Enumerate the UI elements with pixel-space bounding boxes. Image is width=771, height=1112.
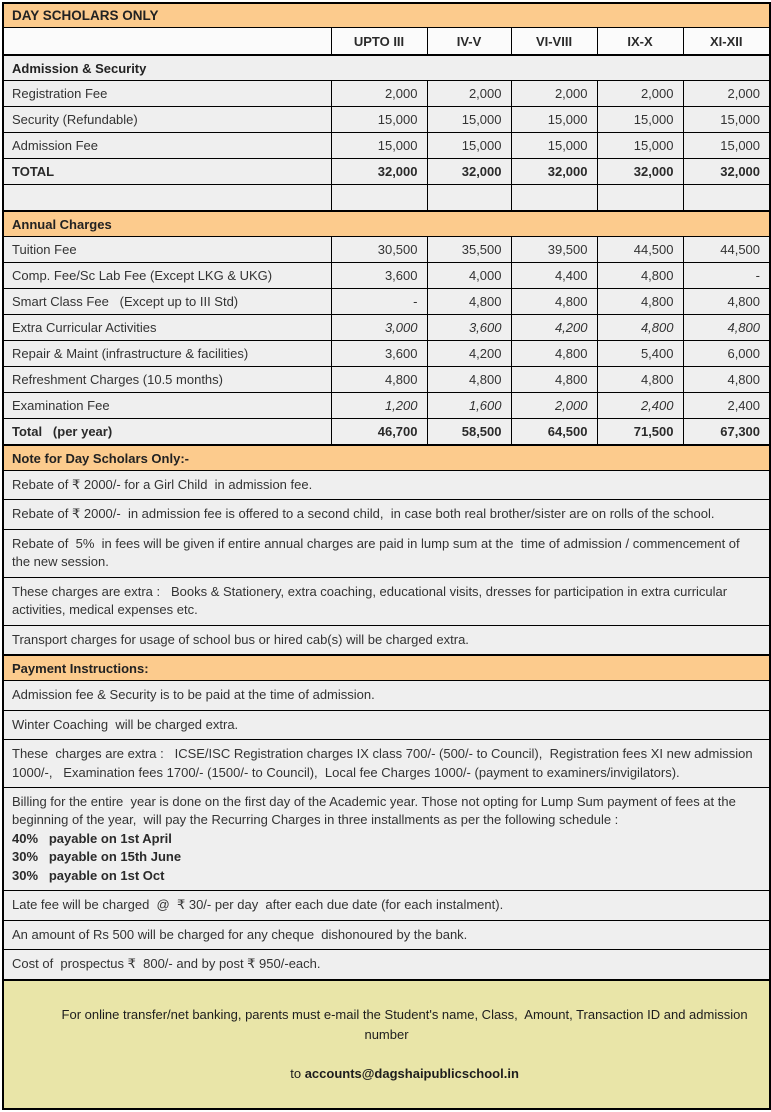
fee-value: 4,800 bbox=[683, 367, 770, 393]
table-row bbox=[3, 950, 770, 980]
fee-value: 15,000 bbox=[597, 133, 683, 159]
fee-value: 15,000 bbox=[511, 133, 597, 159]
table-row bbox=[3, 185, 770, 212]
fee-row-label: Refreshment Charges (10.5 months) bbox=[3, 367, 331, 393]
table-row bbox=[3, 367, 770, 393]
fee-value: 4,200 bbox=[427, 341, 511, 367]
fee-row-label: Total (per year) bbox=[3, 419, 331, 446]
table-row bbox=[3, 655, 770, 681]
table-row bbox=[3, 107, 770, 133]
table-row bbox=[3, 81, 770, 107]
table-row bbox=[3, 211, 770, 237]
fee-value: 32,000 bbox=[597, 159, 683, 185]
fee-value: 67,300 bbox=[683, 419, 770, 446]
online-transfer-note bbox=[3, 980, 770, 1109]
fee-row-label: Security (Refundable) bbox=[3, 107, 331, 133]
fee-value bbox=[511, 185, 597, 212]
notes-header: Note for Day Scholars Only:- bbox=[3, 445, 770, 471]
column-header-ix-x: IX-X bbox=[597, 28, 683, 56]
fee-value: 15,000 bbox=[331, 107, 427, 133]
table-row bbox=[3, 445, 770, 471]
column-header-iv-v: IV-V bbox=[427, 28, 511, 56]
footer-text-line1: For online transfer/net banking, parents must e-mail the Student's name, Class, Amount, Transaction ID and admission number bbox=[61, 1007, 752, 1042]
fee-value: 15,000 bbox=[331, 133, 427, 159]
fee-value: 15,000 bbox=[427, 133, 511, 159]
note-item: Transport charges for usage of school bus or hired cab(s) will be charged extra. bbox=[3, 625, 770, 655]
payment-item-text: Billing for the entire year is done on the first day of the Academic year. Those not opting for Lump Sum payment of fees at the beginning of the year, will pay the Recurring Charges in three installments as per the following schedule : bbox=[12, 793, 740, 828]
table-body-section bbox=[3, 55, 770, 980]
fee-value: 15,000 bbox=[683, 107, 770, 133]
table-row bbox=[3, 920, 770, 949]
fee-value: 4,800 bbox=[427, 367, 511, 393]
table-row bbox=[3, 787, 770, 890]
table-row bbox=[3, 577, 770, 625]
payment-item: Admission fee & Security is to be paid at the time of admission. bbox=[3, 681, 770, 710]
table-row bbox=[3, 159, 770, 185]
table-row bbox=[3, 625, 770, 655]
note-item: Rebate of 5% in fees will be given if entire annual charges are paid in lump sum at the time of admission / commencement of the new session. bbox=[3, 529, 770, 577]
fee-value: 3,600 bbox=[331, 341, 427, 367]
fee-value: 15,000 bbox=[427, 107, 511, 133]
installment-schedule-line: 30% payable on 15th June bbox=[12, 849, 182, 865]
fee-value: 2,400 bbox=[597, 393, 683, 419]
table-head-section bbox=[3, 3, 770, 55]
fee-value: 3,600 bbox=[427, 315, 511, 341]
fee-value: 35,500 bbox=[427, 237, 511, 263]
fee-value: 1,600 bbox=[427, 393, 511, 419]
payment-item: Late fee will be charged @ ₹ 30/- per day after each due date (for each instalment). bbox=[3, 891, 770, 920]
table-row bbox=[3, 289, 770, 315]
payment-item: Cost of prospectus ₹ 800/- and by post ₹ 950/-each. bbox=[3, 950, 770, 980]
fee-value: 4,800 bbox=[427, 289, 511, 315]
footer-text-line2-prefix: to bbox=[290, 1065, 305, 1081]
fee-value: 6,000 bbox=[683, 341, 770, 367]
fee-row-label: Registration Fee bbox=[3, 81, 331, 107]
column-header-row bbox=[3, 28, 770, 56]
fee-value: 15,000 bbox=[683, 133, 770, 159]
fee-value: 32,000 bbox=[331, 159, 427, 185]
fee-value: 4,800 bbox=[683, 289, 770, 315]
fee-value: 44,500 bbox=[683, 237, 770, 263]
note-item: Rebate of ₹ 2000/- for a Girl Child in admission fee. bbox=[3, 471, 770, 500]
note-item: Rebate of ₹ 2000/- in admission fee is offered to a second child, in case both real brother/sister are on rolls of the school. bbox=[3, 500, 770, 529]
table-row bbox=[3, 891, 770, 920]
table-row bbox=[3, 315, 770, 341]
fee-value: 4,200 bbox=[511, 315, 597, 341]
table-row bbox=[3, 740, 770, 788]
column-header-xi-xii: XI-XII bbox=[683, 28, 770, 56]
fee-value: 3,000 bbox=[331, 315, 427, 341]
fee-value: 39,500 bbox=[511, 237, 597, 263]
fee-value: 30,500 bbox=[331, 237, 427, 263]
fee-value: 4,800 bbox=[597, 367, 683, 393]
fee-value: 4,800 bbox=[683, 315, 770, 341]
table-row bbox=[3, 133, 770, 159]
column-header-upto-iii: UPTO III bbox=[331, 28, 427, 56]
fee-value: - bbox=[683, 263, 770, 289]
footer-row bbox=[3, 980, 770, 1109]
fee-value: 58,500 bbox=[427, 419, 511, 446]
sheet-title: DAY SCHOLARS ONLY bbox=[3, 3, 770, 28]
fee-value: 2,000 bbox=[683, 81, 770, 107]
fee-row-label: Comp. Fee/Sc Lab Fee (Except LKG & UKG) bbox=[3, 263, 331, 289]
fee-row-label: TOTAL bbox=[3, 159, 331, 185]
fee-value: 4,800 bbox=[597, 289, 683, 315]
fee-value: 15,000 bbox=[597, 107, 683, 133]
fee-row-label: Extra Curricular Activities bbox=[3, 315, 331, 341]
payment-item: These charges are extra : ICSE/ISC Registration charges IX class 700/- (500/- to Council), Registration fees XI new admission 1000/-, Examination fees 1700/- (1500/- to Council), Local fee Charges 1000/- (payment to examiners/invigilators). bbox=[3, 740, 770, 788]
fee-row-label: Repair & Maint (infrastructure & facilities) bbox=[3, 341, 331, 367]
fee-value: 44,500 bbox=[597, 237, 683, 263]
fee-value: 4,800 bbox=[597, 315, 683, 341]
table-row bbox=[3, 341, 770, 367]
fee-row-label bbox=[3, 185, 331, 212]
table-row bbox=[3, 710, 770, 739]
fee-value bbox=[427, 185, 511, 212]
installment-schedule-line: 40% payable on 1st April bbox=[12, 830, 172, 846]
note-item: These charges are extra : Books & Stationery, extra coaching, educational visits, dresses for participation in extra curricular activities, medical expenses etc. bbox=[3, 577, 770, 625]
fee-value: 4,800 bbox=[511, 289, 597, 315]
fee-value: 4,800 bbox=[511, 341, 597, 367]
fee-value: 46,700 bbox=[331, 419, 427, 446]
fee-row-label: Tuition Fee bbox=[3, 237, 331, 263]
fee-value: 2,000 bbox=[511, 81, 597, 107]
fee-value: - bbox=[331, 289, 427, 315]
fee-value: 64,500 bbox=[511, 419, 597, 446]
fee-table bbox=[2, 2, 771, 1110]
fee-value bbox=[597, 185, 683, 212]
fee-row-label: Examination Fee bbox=[3, 393, 331, 419]
table-row bbox=[3, 55, 770, 81]
fee-value: 4,800 bbox=[331, 367, 427, 393]
fee-value: 2,000 bbox=[511, 393, 597, 419]
fee-value bbox=[683, 185, 770, 212]
fee-value: 4,000 bbox=[427, 263, 511, 289]
fee-value: 1,200 bbox=[331, 393, 427, 419]
fee-value: 32,000 bbox=[427, 159, 511, 185]
section-header: Annual Charges bbox=[3, 211, 770, 237]
table-row bbox=[3, 419, 770, 446]
fee-value: 2,000 bbox=[597, 81, 683, 107]
fee-value bbox=[331, 185, 427, 212]
fee-value: 15,000 bbox=[511, 107, 597, 133]
payment-item: Winter Coaching will be charged extra. bbox=[3, 710, 770, 739]
table-row bbox=[3, 263, 770, 289]
fee-value: 32,000 bbox=[683, 159, 770, 185]
fee-value: 32,000 bbox=[511, 159, 597, 185]
fee-value: 4,800 bbox=[597, 263, 683, 289]
table-row bbox=[3, 529, 770, 577]
installment-schedule-line: 30% payable on 1st Oct bbox=[12, 867, 165, 883]
table-row bbox=[3, 393, 770, 419]
section-header: Admission & Security bbox=[3, 55, 770, 81]
payment-header: Payment Instructions: bbox=[3, 655, 770, 681]
fee-value: 3,600 bbox=[331, 263, 427, 289]
fee-value: 2,000 bbox=[331, 81, 427, 107]
column-header-blank bbox=[3, 28, 331, 56]
table-row bbox=[3, 237, 770, 263]
payment-item: An amount of Rs 500 will be charged for any cheque dishonoured by the bank. bbox=[3, 920, 770, 949]
fee-row-label: Admission Fee bbox=[3, 133, 331, 159]
fee-value: 5,400 bbox=[597, 341, 683, 367]
fee-value: 71,500 bbox=[597, 419, 683, 446]
table-row bbox=[3, 681, 770, 710]
table-footer-section bbox=[3, 980, 770, 1109]
fee-row-label: Smart Class Fee (Except up to III Std) bbox=[3, 289, 331, 315]
accounts-email: accounts@dagshaipublicschool.in bbox=[304, 1065, 519, 1081]
fee-value: 4,800 bbox=[511, 367, 597, 393]
fee-value: 2,400 bbox=[683, 393, 770, 419]
payment-item bbox=[3, 787, 770, 890]
table-row bbox=[3, 500, 770, 529]
title-row bbox=[3, 3, 770, 28]
fee-value: 2,000 bbox=[427, 81, 511, 107]
column-header-vi-viii: VI-VIII bbox=[511, 28, 597, 56]
fee-value: 4,400 bbox=[511, 263, 597, 289]
table-row bbox=[3, 471, 770, 500]
